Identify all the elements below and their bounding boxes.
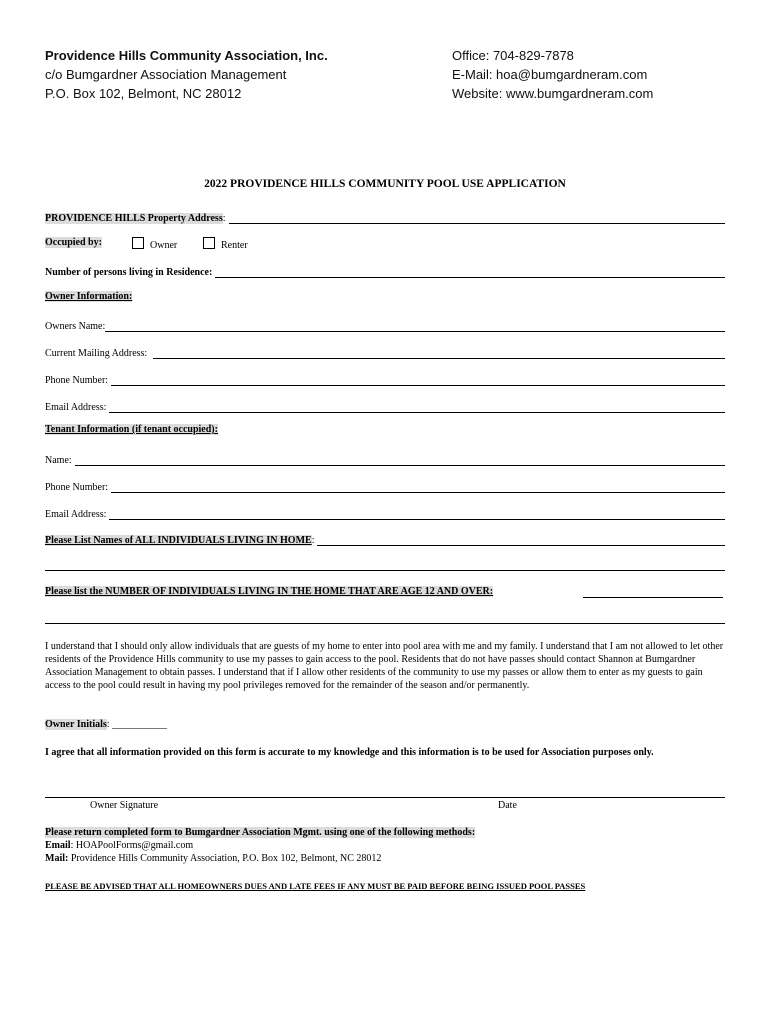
letterhead-right <box>452 46 653 103</box>
owners-name-field[interactable] <box>105 319 725 332</box>
mail-value: Providence Hills Community Association, P.O. Box 102, Belmont, NC 28012 <box>68 853 382 864</box>
form-title: 2022 PROVIDENCE HILLS COMMUNITY POOL USE APPLICATION <box>204 178 566 190</box>
occupied-by-row <box>45 237 102 248</box>
owner-email-label: Email Address: <box>45 402 107 413</box>
return-text: Please return completed form to Bumgardner Association Mgmt. using one of the following methods: <box>45 827 476 838</box>
tenant-email-row <box>45 504 725 520</box>
org-name: Providence Hills Community Association, Inc. <box>45 48 328 63</box>
tenant-name-row <box>45 450 725 466</box>
owner-email-field[interactable] <box>109 400 725 413</box>
tenant-phone-field[interactable] <box>111 480 725 493</box>
owner-option[interactable] <box>132 237 177 251</box>
email-value: : HOAPoolForms@gmail.com <box>70 840 194 851</box>
owner-phone-row <box>45 370 725 386</box>
return-instructions <box>45 826 725 865</box>
owner-phone-field[interactable] <box>111 373 725 386</box>
tenant-name-field[interactable] <box>75 453 725 466</box>
owner-initials-field[interactable]: : ___________ <box>106 719 168 730</box>
list-names-label: Please List Names of ALL INDIVIDUALS LIVING IN HOME <box>45 535 312 546</box>
email-label: Email <box>45 840 71 851</box>
renter-option-label: Renter <box>221 240 248 251</box>
letterhead-left <box>45 46 328 103</box>
owners-name-row <box>45 316 725 332</box>
renter-checkbox[interactable] <box>203 237 215 249</box>
advisory-notice: PLEASE BE ADVISED THAT ALL HOMEOWNERS DUES AND LATE FEES IF ANY MUST BE PAID BEFORE BEING ISSUED POOL PASSES <box>45 881 586 891</box>
owner-option-label: Owner <box>150 240 178 251</box>
office-website: Website: www.bumgardneram.com <box>452 86 654 101</box>
owner-checkbox[interactable] <box>132 237 144 249</box>
tenant-email-field[interactable] <box>109 507 725 520</box>
list-names-extra-line[interactable] <box>45 570 725 571</box>
office-email: E-Mail: hoa@bumgardneram.com <box>452 67 648 82</box>
age12-label: Please list the NUMBER OF INDIVIDUALS LIVING IN THE HOME THAT ARE AGE 12 AND OVER: <box>45 586 494 597</box>
age12-extra-line[interactable] <box>45 623 725 624</box>
understand-paragraph: I understand that I should only allow individuals that are guests of my home to enter into pool area with me and my family. I understand that I am not allowed to let other residents of the Providence Hills community to use my passes to gain access to the pool. Residents that do not have passes should contact Shannon at Bumgardner Association Management to obtain passes. I understand that if I allow other residents of the community to use my passes or allow them to enter as my guests to gain access to the pool could result in having my pool privileges removed for the remainder of the season and/or permanently. <box>45 641 724 691</box>
persons-label: Number of persons living in Residence: <box>45 267 213 278</box>
owner-initials-label: Owner Initials <box>45 719 107 730</box>
signature-line[interactable] <box>45 797 725 798</box>
agree-statement: I agree that all information provided on this form is accurate to my knowledge and this information is to be used for Association purposes only. <box>45 747 654 758</box>
mail-label: Mail: <box>45 853 69 864</box>
owners-name-label: Owners Name: <box>45 321 106 332</box>
list-names-field[interactable] <box>317 533 725 546</box>
owner-phone-label: Phone Number: <box>45 375 109 386</box>
care-of: c/o Bumgardner Association Management <box>45 67 287 82</box>
property-address-field[interactable] <box>229 211 726 224</box>
tenant-email-label: Email Address: <box>45 509 107 520</box>
mailing-address-field[interactable] <box>153 346 725 359</box>
office-phone: Office: 704-829-7878 <box>452 48 574 63</box>
tenant-name-label: Name: <box>45 455 72 466</box>
mailing-address-label: Current Mailing Address: <box>45 348 148 359</box>
occupied-by-label: Occupied by: <box>45 237 102 248</box>
age12-row <box>45 586 493 597</box>
property-address-label: PROVIDENCE HILLS Property Address <box>45 213 223 224</box>
persons-field[interactable] <box>215 265 725 278</box>
owner-email-row <box>45 397 725 413</box>
owner-section-heading: Owner Information: <box>45 291 133 302</box>
tenant-phone-row <box>45 477 725 493</box>
date-label: Date <box>498 800 517 811</box>
mailing-address-row <box>45 343 725 359</box>
age12-field[interactable] <box>583 597 723 598</box>
list-names-row: Please List Names of ALL INDIVIDUALS LIVING IN HOME: <box>45 530 725 546</box>
tenant-phone-label: Phone Number: <box>45 482 109 493</box>
property-address-row: PROVIDENCE HILLS Property Address: <box>45 208 725 224</box>
renter-option[interactable] <box>203 237 248 251</box>
owner-initials-row <box>45 719 167 730</box>
owner-signature-label: Owner Signature <box>90 800 159 811</box>
persons-row <box>45 262 725 278</box>
tenant-section-heading: Tenant Information (if tenant occupied): <box>45 424 218 435</box>
po-box: P.O. Box 102, Belmont, NC 28012 <box>45 86 242 101</box>
